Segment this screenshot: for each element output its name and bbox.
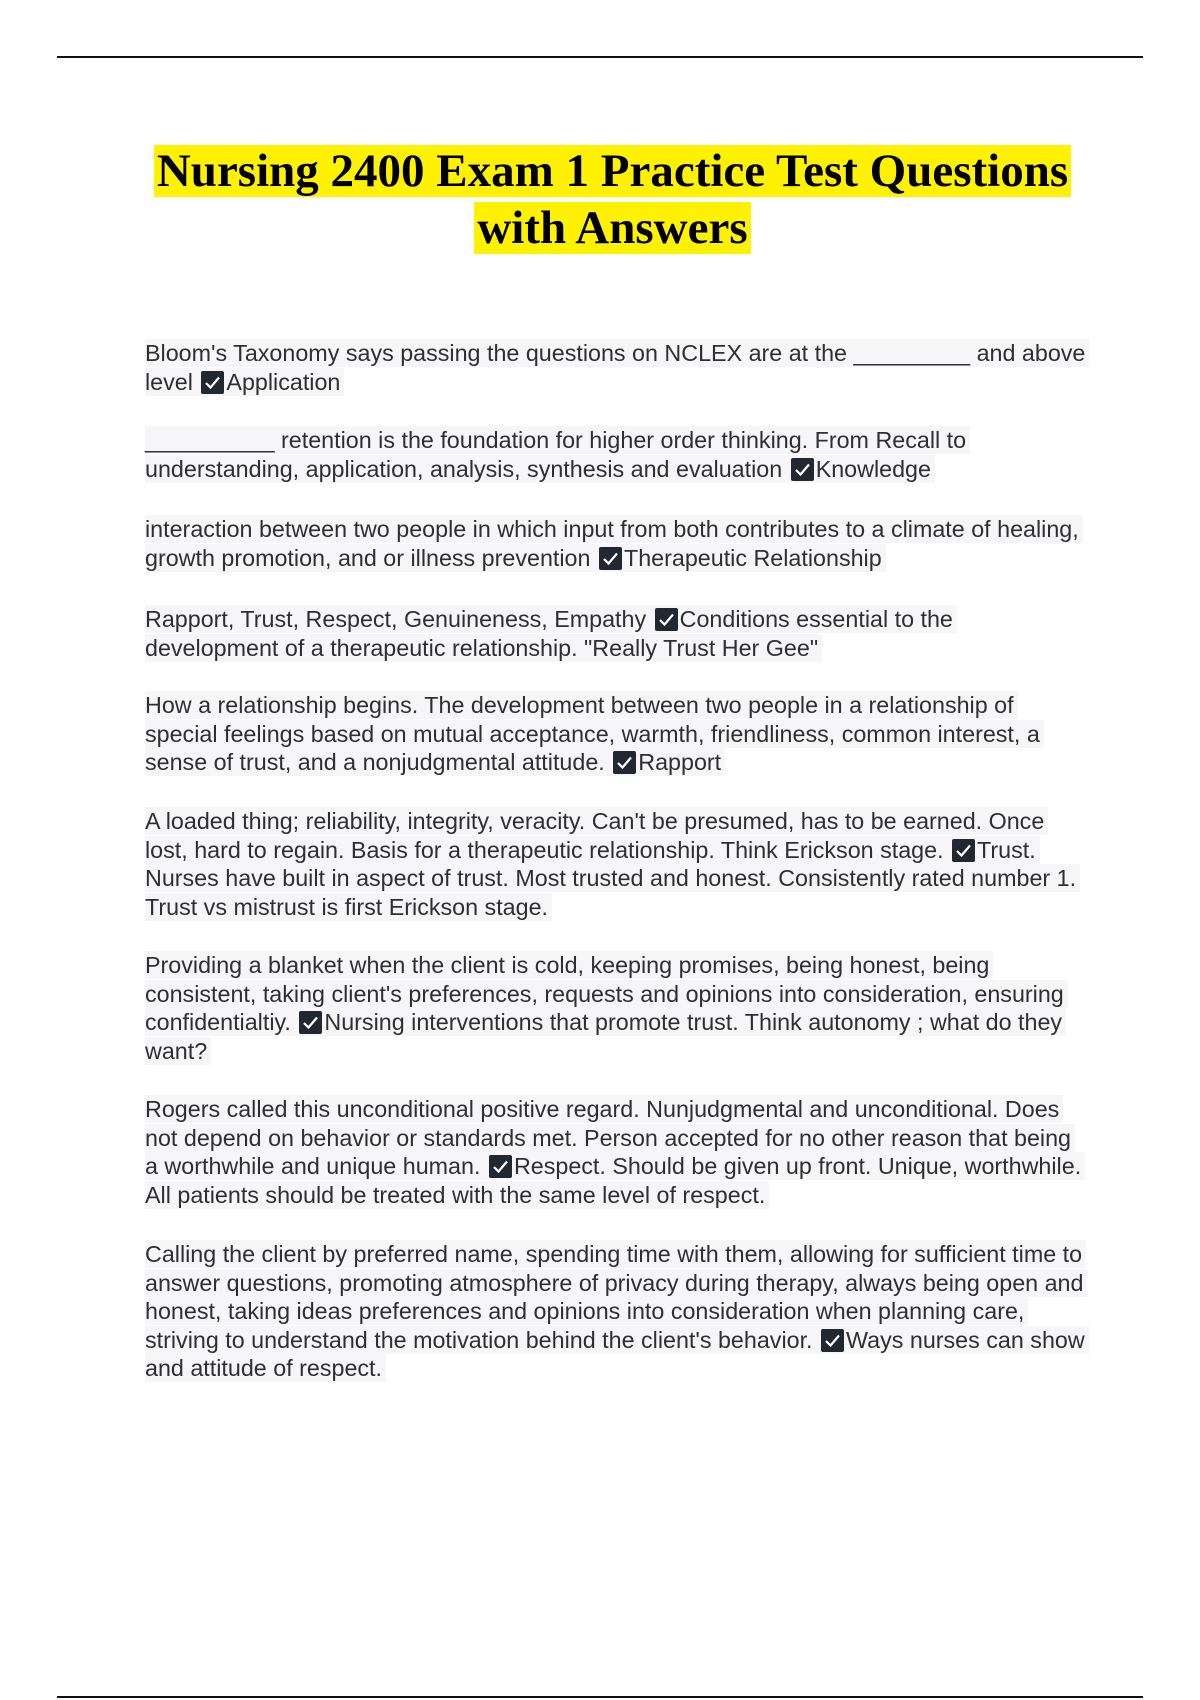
answer-text: Respect. Should be given up front. Unique, worthwhile. All patients should be treated with the same level of respect. xyxy=(145,1153,1082,1208)
question-text: Rogers called this unconditional positive regard. Nunjudgmental and unconditional. Does not depend on behavior or standards met. Person accepted for no other reason that being a worthwhile and unique human. xyxy=(145,1096,1072,1179)
qa-item xyxy=(145,1095,1090,1209)
qa-item xyxy=(145,339,1090,396)
qa-item xyxy=(145,951,1090,1065)
bottom-rule xyxy=(57,1696,1143,1698)
qa-item xyxy=(145,1240,1090,1383)
check-box-icon xyxy=(613,751,636,774)
answer-text: Conditions essential to the development of a therapeutic relationship. "Really Trust Her Gee" xyxy=(145,606,953,661)
question-text: How a relationship begins. The development between two people in a relationship of special feelings based on mutual acceptance, warmth, friendliness, common interest, a sense of trust, and a nonjudgmental attitude. xyxy=(145,692,1040,775)
check-box-icon xyxy=(489,1155,512,1178)
qa-item xyxy=(145,605,1090,662)
question-text: __________ retention is the foundation for higher order thinking. From Recall to understanding, application, analysis, synthesis and evaluation xyxy=(145,427,967,482)
answer-text: Trust. Nurses have built in aspect of trust. Most trusted and honest. Consistently rated number 1. Trust vs mistrust is first Erickson stage. xyxy=(145,836,1077,920)
qa-item xyxy=(145,426,1090,483)
check-box-icon xyxy=(821,1329,844,1352)
document-title xyxy=(135,143,1090,257)
title-line-1: Nursing 2400 Exam 1 Practice Test Questions xyxy=(154,145,1071,197)
check-box-icon xyxy=(791,458,814,481)
answer-text: Application xyxy=(226,368,341,395)
check-box-icon xyxy=(655,608,678,631)
question-text: Rapport, Trust, Respect, Genuineness, Empathy xyxy=(145,606,647,632)
check-box-icon xyxy=(952,839,975,862)
qa-item xyxy=(145,807,1090,921)
question-text: interaction between two people in which input from both contributes to a climate of healing, growth promotion, and or illness prevention xyxy=(145,516,1079,571)
question-text: Calling the client by preferred name, spending time with them, allowing for sufficient time to answer questions, promoting atmosphere of privacy during therapy, always being open and honest, taking ideas preferences and opinions into consideration when planning care, striving to understand the motivation behind the client's behavior. xyxy=(145,1241,1084,1353)
answer-text: Therapeutic Relationship xyxy=(623,544,882,571)
check-box-icon xyxy=(299,1011,322,1034)
answer-text: Nursing interventions that promote trust. Think autonomy ; what do they want? xyxy=(145,1009,1063,1064)
qa-item xyxy=(145,691,1090,777)
title-line-2: with Answers xyxy=(474,202,750,254)
answer-text: Rapport xyxy=(638,749,722,775)
check-box-icon xyxy=(599,547,622,570)
question-text: A loaded thing; reliability, integrity, veracity. Can't be presumed, has to be earned. Once lost, hard to regain. Basis for a therapeutic relationship. Think Erickson stage. xyxy=(145,808,1045,863)
answer-text: Ways nurses can show and attitude of respect. xyxy=(145,1326,1085,1381)
question-text: Providing a blanket when the client is cold, keeping promises, being honest, being consistent, taking client's preferences, requests and opinions into consideration, ensuring confidentialtiy. xyxy=(145,952,1064,1035)
top-rule xyxy=(57,56,1143,58)
question-text: Bloom's Taxonomy says passing the questions on NCLEX are at the _________ and above level xyxy=(145,340,1086,395)
check-box-icon xyxy=(201,371,224,394)
answer-text: Knowledge xyxy=(815,455,931,482)
qa-item xyxy=(145,515,1090,572)
